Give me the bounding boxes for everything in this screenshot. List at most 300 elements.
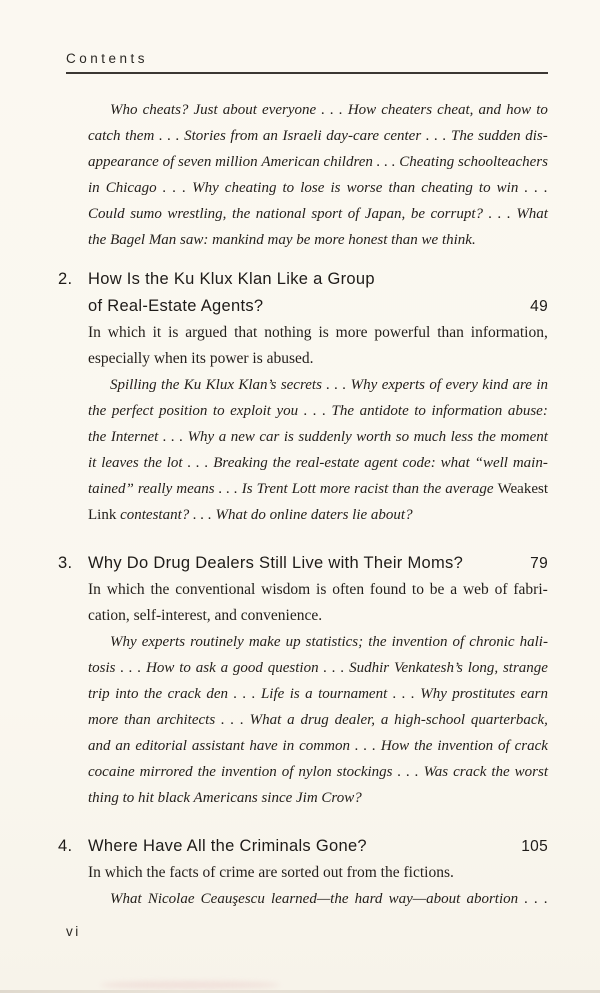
word: win: [496, 180, 519, 196]
word: nothing: [264, 324, 312, 341]
word: invention: [437, 738, 494, 754]
text-line: [88, 320, 548, 346]
word: to: [282, 180, 295, 196]
word: .: [406, 764, 410, 780]
word: often: [332, 581, 365, 598]
chapter-description: [88, 860, 548, 886]
word: long,: [467, 660, 499, 676]
text-line: [88, 860, 548, 886]
word: .: [338, 102, 343, 118]
word: you: [276, 403, 299, 419]
word: .: [331, 660, 336, 676]
word: ask: [195, 660, 216, 676]
word: center: [383, 128, 422, 144]
word: is: [330, 180, 341, 196]
text-line: [88, 175, 548, 201]
chapter-1-summary: [88, 97, 548, 253]
word: a: [305, 686, 313, 702]
word: .: [384, 154, 388, 170]
word: .: [401, 686, 406, 702]
word: .: [326, 377, 331, 393]
word: .: [376, 154, 381, 170]
word: routinely: [190, 634, 244, 650]
word: the: [414, 738, 433, 754]
text-line: [88, 450, 548, 476]
word: .: [167, 128, 172, 144]
word: Why: [187, 429, 215, 445]
word: is: [283, 429, 294, 445]
word: tained”: [88, 481, 134, 497]
word: a: [450, 581, 458, 598]
word: Why: [350, 377, 378, 393]
chapter-title-line-2: of Real-Estate Agents?: [88, 297, 264, 315]
word: .: [187, 455, 192, 471]
word: wisdom: [261, 581, 311, 598]
word: How: [380, 738, 410, 754]
word: of: [281, 764, 294, 780]
word: national: [255, 206, 306, 222]
word: cheating: [421, 180, 473, 196]
word: cheating: [224, 180, 277, 196]
word: Sudhir: [349, 660, 390, 676]
word: .: [534, 180, 538, 196]
word: quarterback,: [470, 712, 548, 728]
word: a: [218, 429, 227, 445]
word: Klan’s: [238, 377, 277, 393]
word: Venkatesh’s: [393, 660, 463, 676]
word: the: [143, 455, 162, 471]
word: to: [536, 102, 548, 118]
word: .: [230, 712, 235, 728]
scan-artifact-smudge: [100, 981, 280, 989]
text-line: [88, 629, 548, 655]
word: .: [162, 180, 167, 196]
word: information,: [470, 324, 548, 341]
word: are: [512, 377, 532, 393]
word: hali-: [519, 634, 548, 650]
text-segment: cation, self-interest, and convenience.: [88, 607, 323, 624]
word: crack: [453, 764, 487, 780]
word: from: [230, 128, 259, 144]
word: Ku: [183, 377, 202, 393]
word: it: [88, 455, 97, 471]
word: invention: [391, 634, 448, 650]
word: them: [125, 128, 155, 144]
word: Breaking: [213, 455, 268, 471]
text-line: [88, 759, 548, 785]
word: the: [231, 206, 251, 222]
text-segment: In which the facts of crime are sorted out from the fictions.: [88, 864, 454, 881]
text-line: [88, 346, 548, 372]
word: the: [422, 481, 442, 497]
word: .: [524, 180, 529, 196]
word: make: [248, 634, 281, 650]
word: .: [544, 180, 548, 196]
word: .: [544, 891, 548, 907]
word: to: [411, 581, 424, 598]
word: .: [240, 712, 244, 728]
word: .: [488, 206, 493, 222]
word: common: [299, 738, 350, 754]
text-segment: Link: [88, 507, 117, 523]
word: .: [392, 686, 397, 702]
word: so: [395, 429, 410, 445]
word: mirrored: [139, 764, 193, 780]
word: .: [397, 764, 402, 780]
word: Could: [88, 206, 125, 222]
word: crack: [167, 686, 201, 702]
word: which: [107, 324, 146, 341]
chapter-number: 4.: [58, 837, 73, 855]
word: racist: [354, 481, 389, 497]
word: code:: [402, 455, 436, 471]
word: Israeli: [282, 128, 322, 144]
chapter-page-number: 49: [530, 298, 548, 315]
word: Nicolae: [147, 891, 195, 907]
word: than: [124, 712, 151, 728]
word: everyone: [262, 102, 317, 118]
chapter-summary: [88, 629, 548, 811]
word: .: [330, 102, 334, 118]
chapter-page-number: 79: [530, 555, 548, 572]
word: .: [323, 660, 328, 676]
word: leaves: [101, 455, 139, 471]
word: Klux: [205, 377, 234, 393]
word: learned—the: [271, 891, 349, 907]
word: lose: [300, 180, 325, 196]
word: than: [392, 481, 419, 497]
word: abuse:: [507, 403, 548, 419]
word: kind: [482, 377, 509, 393]
word: .: [120, 660, 125, 676]
word: .: [137, 660, 142, 676]
word: .: [251, 686, 256, 702]
word: .: [334, 377, 339, 393]
word: web: [462, 581, 489, 598]
word: .: [204, 455, 209, 471]
word: of: [494, 581, 508, 598]
word: editorial: [135, 738, 187, 754]
text-line: [88, 886, 548, 912]
word: .: [391, 154, 396, 170]
word: .: [158, 128, 163, 144]
word: architects: [156, 712, 216, 728]
word: in: [88, 180, 100, 196]
word: .: [507, 206, 511, 222]
word: prostitutes: [452, 686, 516, 702]
word: .: [182, 180, 187, 196]
word: worst: [514, 764, 548, 780]
word: strange: [502, 660, 548, 676]
word: appearance: [88, 154, 159, 170]
word: argued: [185, 324, 228, 341]
word: .: [171, 429, 175, 445]
toc-entry-chapter-2: [58, 266, 548, 528]
word: it: [152, 324, 162, 341]
word: Why: [110, 634, 137, 650]
word: .: [363, 738, 368, 754]
word: is: [318, 324, 329, 341]
text-line: [88, 123, 548, 149]
word: of: [498, 738, 510, 754]
word: American: [261, 154, 320, 170]
text-line: [88, 227, 548, 253]
word: .: [354, 738, 359, 754]
word: .: [321, 102, 326, 118]
text-line: [88, 201, 548, 227]
word: lot: [166, 455, 183, 471]
word: tosis: [88, 660, 116, 676]
word: a: [287, 712, 295, 728]
word: assistant: [191, 738, 245, 754]
word: to: [414, 403, 426, 419]
word: of: [429, 377, 442, 393]
word: sport: [311, 206, 343, 222]
running-head: Contents: [66, 51, 149, 66]
word: is: [289, 686, 300, 702]
word: .: [196, 455, 200, 471]
word: .: [340, 660, 345, 676]
chapter-heading: [58, 266, 548, 320]
word: the: [197, 764, 216, 780]
text-segment: especially when its power is abused.: [88, 350, 314, 367]
text-line: [88, 577, 548, 603]
word: wrestling,: [167, 206, 227, 222]
word: .: [226, 481, 231, 497]
word: about: [222, 102, 257, 118]
word: of: [347, 206, 360, 222]
word: statistics;: [305, 634, 364, 650]
word: .: [534, 891, 538, 907]
word: position: [159, 403, 208, 419]
word: crack: [514, 738, 548, 754]
word: more: [88, 712, 119, 728]
word: the: [368, 634, 387, 650]
word: more: [319, 481, 351, 497]
word: every: [445, 377, 478, 393]
text-line: [88, 398, 548, 424]
word: a: [380, 712, 389, 728]
word: the: [143, 686, 163, 702]
word: chronic: [469, 634, 515, 650]
word: The: [331, 403, 355, 419]
word: .: [162, 429, 167, 445]
text-line: [88, 476, 548, 502]
word: good: [232, 660, 263, 676]
word: question: [267, 660, 319, 676]
text-segment: thing to hit black Americans since Jim Crow?: [88, 790, 362, 806]
word: drug: [300, 712, 329, 728]
word: .: [524, 891, 529, 907]
word: .: [172, 180, 177, 196]
text-segment: contestant? . . . What do online daters lie about?: [116, 507, 413, 523]
text-line: [88, 97, 548, 123]
word: be: [429, 581, 445, 598]
word: means: [176, 481, 215, 497]
word: corrupt?: [430, 206, 483, 222]
word: to: [212, 403, 225, 419]
word: much: [413, 429, 447, 445]
word: nylon: [298, 764, 332, 780]
word: up: [285, 634, 301, 650]
word: car: [259, 429, 280, 445]
chapter-heading: [58, 550, 548, 577]
word: .: [303, 403, 308, 419]
word: cheaters: [381, 102, 433, 118]
word: the: [161, 377, 180, 393]
word: schoolteachers: [457, 154, 548, 170]
word: .: [175, 128, 180, 144]
word: new: [230, 429, 255, 445]
word: How: [146, 660, 175, 676]
chapter-heading: [58, 833, 548, 860]
chapter-number: 2.: [58, 270, 73, 288]
chapter-summary: [88, 886, 548, 912]
word: way—about: [388, 891, 461, 907]
word: .: [497, 206, 502, 222]
word: the: [150, 581, 170, 598]
chapter-title: Where Have All the Criminals Gone?: [88, 837, 367, 855]
chapter-title: How Is the Ku Klux Klan Like a Group: [88, 270, 375, 288]
chapter-number: 3.: [58, 554, 73, 572]
toc-entry-chapter-4: [58, 833, 548, 912]
toc-entry-chapter-3: [58, 550, 548, 811]
word: than: [437, 324, 464, 341]
word: the: [272, 455, 291, 471]
word: stockings: [336, 764, 393, 780]
word: high-school: [394, 712, 465, 728]
word: In: [88, 324, 101, 341]
word: in: [282, 738, 295, 754]
word: an: [262, 128, 278, 144]
chapter-title: Why Do Drug Dealers Still Live with Their Moms?: [88, 554, 464, 572]
word: .: [372, 738, 376, 754]
word: Was: [423, 764, 449, 780]
word: conventional: [175, 581, 256, 598]
word: in: [536, 377, 548, 393]
word: Lott: [291, 481, 316, 497]
text-line: [88, 785, 548, 811]
word: “well: [474, 455, 508, 471]
word: worse: [346, 180, 383, 196]
word: is: [316, 581, 327, 598]
word: suddenly: [298, 429, 352, 445]
word: main-: [512, 455, 548, 471]
word: Cheating: [399, 154, 455, 170]
word: tournament: [318, 686, 388, 702]
word: Weakest: [497, 481, 548, 497]
word: Why: [192, 180, 219, 196]
word: a: [220, 660, 229, 676]
word: how: [506, 102, 532, 118]
word: Spilling: [110, 377, 157, 393]
word: the: [477, 429, 496, 445]
word: .: [442, 128, 447, 144]
word: den: [206, 686, 229, 702]
word: .: [218, 481, 223, 497]
word: .: [233, 686, 238, 702]
word: less: [450, 429, 474, 445]
word: experts: [381, 377, 426, 393]
word: of: [162, 154, 175, 170]
text-line: [88, 372, 548, 398]
word: invention: [220, 764, 277, 780]
word: earn: [520, 686, 548, 702]
chapter-page-number: 105: [521, 838, 548, 855]
word: In: [88, 581, 101, 598]
word: more: [335, 324, 368, 341]
word: what: [440, 455, 470, 471]
word: than: [388, 180, 416, 196]
text-line: [88, 424, 548, 450]
text-line: [88, 603, 548, 629]
word: Stories: [184, 128, 226, 144]
word: .: [179, 429, 184, 445]
word: Life: [260, 686, 285, 702]
word: worth: [356, 429, 392, 445]
word: .: [128, 660, 133, 676]
word: moment: [500, 429, 548, 445]
word: Ceauşescu: [200, 891, 265, 907]
page-header: [66, 50, 548, 74]
word: .: [434, 128, 438, 144]
word: trip: [88, 686, 110, 702]
chapter-description: [88, 577, 548, 629]
word: Is: [241, 481, 253, 497]
text-segment: the Bagel Man saw: mankind may be more honest than we think.: [88, 232, 476, 248]
word: .: [342, 377, 347, 393]
word: What: [110, 891, 142, 907]
word: have: [249, 738, 278, 754]
word: experts: [141, 634, 186, 650]
word: .: [220, 712, 225, 728]
word: and: [88, 738, 111, 754]
word: cheat,: [437, 102, 474, 118]
word: the: [491, 764, 510, 780]
word: children: [323, 154, 373, 170]
word: Who: [110, 102, 138, 118]
word: exploit: [230, 403, 271, 419]
word: information: [431, 403, 503, 419]
word: .: [414, 764, 419, 780]
word: which: [106, 581, 145, 598]
word: fabri-: [513, 581, 548, 598]
word: Chicago: [105, 180, 157, 196]
word: perfect: [111, 403, 154, 419]
word: found: [369, 581, 407, 598]
word: that: [234, 324, 258, 341]
word: agent: [364, 455, 398, 471]
word: .: [234, 481, 238, 497]
text-line: [88, 655, 548, 681]
word: million: [215, 154, 258, 170]
word: into: [115, 686, 139, 702]
word: .: [425, 128, 430, 144]
word: be: [410, 206, 425, 222]
word: hard: [354, 891, 383, 907]
word: secrets: [280, 377, 322, 393]
word: Trent: [256, 481, 288, 497]
word: .: [322, 403, 326, 419]
word: the: [88, 429, 107, 445]
word: and: [478, 102, 501, 118]
word: The: [450, 128, 474, 144]
word: dis-: [525, 128, 548, 144]
word: antidote: [359, 403, 409, 419]
word: abortion: [466, 891, 519, 907]
chapter-summary: [88, 372, 548, 528]
word: powerful: [374, 324, 431, 341]
